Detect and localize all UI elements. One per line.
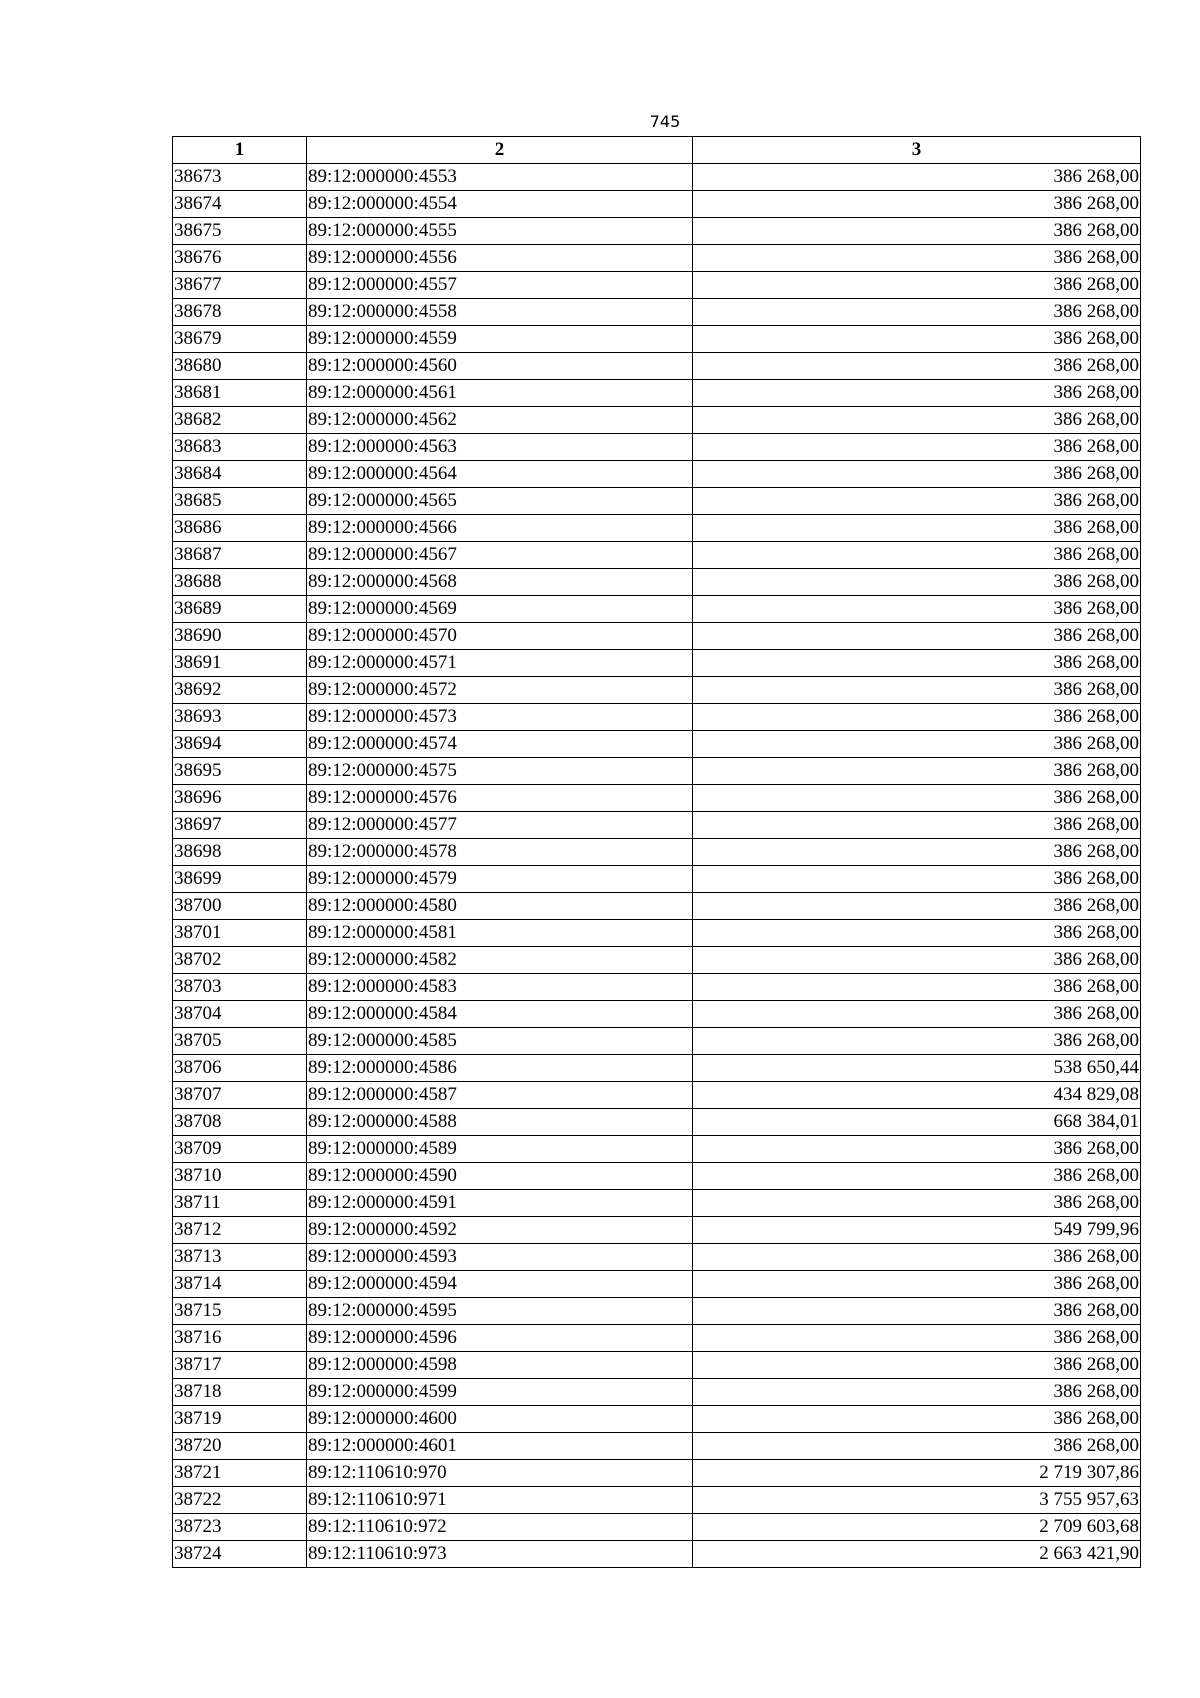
value-cell: 386 268,00	[693, 1379, 1141, 1406]
row-number-cell: 38710	[173, 1163, 307, 1190]
cadastral-number-cell: 89:12:000000:4594	[307, 1271, 693, 1298]
row-number-cell: 38720	[173, 1433, 307, 1460]
row-number-cell: 38717	[173, 1352, 307, 1379]
table-row	[173, 1352, 1141, 1379]
row-number-cell: 38677	[173, 272, 307, 299]
row-number-cell: 38690	[173, 623, 307, 650]
row-number-cell: 38689	[173, 596, 307, 623]
value-cell: 2 663 421,90	[693, 1541, 1141, 1568]
table-row	[173, 596, 1141, 623]
value-cell: 668 384,01	[693, 1109, 1141, 1136]
cadastral-number-cell: 89:12:000000:4555	[307, 218, 693, 245]
table-row	[173, 542, 1141, 569]
value-cell: 386 268,00	[693, 434, 1141, 461]
value-cell: 386 268,00	[693, 677, 1141, 704]
row-number-cell: 38706	[173, 1055, 307, 1082]
row-number-cell: 38675	[173, 218, 307, 245]
value-cell: 386 268,00	[693, 1190, 1141, 1217]
cadastral-number-cell: 89:12:110610:972	[307, 1514, 693, 1541]
value-cell: 386 268,00	[693, 812, 1141, 839]
value-cell: 386 268,00	[693, 218, 1141, 245]
row-number-cell: 38681	[173, 380, 307, 407]
row-number-cell: 38704	[173, 1001, 307, 1028]
row-number-cell: 38708	[173, 1109, 307, 1136]
table-row	[173, 1082, 1141, 1109]
value-cell: 386 268,00	[693, 353, 1141, 380]
cadastral-number-cell: 89:12:000000:4573	[307, 704, 693, 731]
table-row	[173, 245, 1141, 272]
row-number-cell: 38718	[173, 1379, 307, 1406]
cadastral-number-cell: 89:12:000000:4591	[307, 1190, 693, 1217]
cadastral-number-cell: 89:12:000000:4575	[307, 758, 693, 785]
cadastral-number-cell: 89:12:000000:4590	[307, 1163, 693, 1190]
cadastral-number-cell: 89:12:110610:970	[307, 1460, 693, 1487]
row-number-cell: 38701	[173, 920, 307, 947]
row-number-cell: 38700	[173, 893, 307, 920]
cadastral-number-cell: 89:12:000000:4563	[307, 434, 693, 461]
table-row	[173, 1217, 1141, 1244]
row-number-cell: 38724	[173, 1541, 307, 1568]
table-row	[173, 1406, 1141, 1433]
row-number-cell: 38683	[173, 434, 307, 461]
value-cell: 386 268,00	[693, 407, 1141, 434]
cadastral-number-cell: 89:12:000000:4553	[307, 164, 693, 191]
row-number-cell: 38691	[173, 650, 307, 677]
row-number-cell: 38696	[173, 785, 307, 812]
table-row	[173, 677, 1141, 704]
table-row	[173, 1541, 1141, 1568]
row-number-cell: 38702	[173, 947, 307, 974]
cadastral-number-cell: 89:12:000000:4577	[307, 812, 693, 839]
table-row	[173, 623, 1141, 650]
table-row	[173, 488, 1141, 515]
table-row	[173, 731, 1141, 758]
table-row	[173, 893, 1141, 920]
table-row	[173, 299, 1141, 326]
cadastral-number-cell: 89:12:000000:4593	[307, 1244, 693, 1271]
table-row	[173, 1109, 1141, 1136]
value-cell: 386 268,00	[693, 1163, 1141, 1190]
cadastral-number-cell: 89:12:000000:4584	[307, 1001, 693, 1028]
table-row	[173, 1244, 1141, 1271]
table-row	[173, 704, 1141, 731]
cadastral-number-cell: 89:12:000000:4596	[307, 1325, 693, 1352]
value-cell: 386 268,00	[693, 920, 1141, 947]
cadastral-number-cell: 89:12:000000:4568	[307, 569, 693, 596]
value-cell: 386 268,00	[693, 1271, 1141, 1298]
value-cell: 386 268,00	[693, 326, 1141, 353]
cadastral-number-cell: 89:12:000000:4576	[307, 785, 693, 812]
table-row	[173, 650, 1141, 677]
value-cell: 386 268,00	[693, 569, 1141, 596]
column-header-2: 2	[307, 137, 693, 164]
value-cell: 2 709 603,68	[693, 1514, 1141, 1541]
cadastral-number-cell: 89:12:000000:4570	[307, 623, 693, 650]
row-number-cell: 38676	[173, 245, 307, 272]
row-number-cell: 38715	[173, 1298, 307, 1325]
table-row	[173, 461, 1141, 488]
row-number-cell: 38719	[173, 1406, 307, 1433]
cadastral-number-cell: 89:12:000000:4582	[307, 947, 693, 974]
table-row	[173, 1136, 1141, 1163]
value-cell: 386 268,00	[693, 245, 1141, 272]
row-number-cell: 38709	[173, 1136, 307, 1163]
value-cell: 386 268,00	[693, 1352, 1141, 1379]
cadastral-number-cell: 89:12:000000:4595	[307, 1298, 693, 1325]
cadastral-number-cell: 89:12:000000:4580	[307, 893, 693, 920]
value-cell: 386 268,00	[693, 866, 1141, 893]
table-row	[173, 1433, 1141, 1460]
table-row	[173, 1379, 1141, 1406]
value-cell: 386 268,00	[693, 947, 1141, 974]
table-row	[173, 1163, 1141, 1190]
value-cell: 386 268,00	[693, 272, 1141, 299]
cadastral-number-cell: 89:12:000000:4557	[307, 272, 693, 299]
table-row	[173, 1271, 1141, 1298]
table-row	[173, 434, 1141, 461]
cadastral-number-cell: 89:12:000000:4569	[307, 596, 693, 623]
value-cell: 386 268,00	[693, 596, 1141, 623]
row-number-cell: 38673	[173, 164, 307, 191]
table-row	[173, 1460, 1141, 1487]
row-number-cell: 38705	[173, 1028, 307, 1055]
row-number-cell: 38692	[173, 677, 307, 704]
value-cell: 386 268,00	[693, 1325, 1141, 1352]
table-row	[173, 1028, 1141, 1055]
value-cell: 3 755 957,63	[693, 1487, 1141, 1514]
value-cell: 386 268,00	[693, 785, 1141, 812]
table-row	[173, 191, 1141, 218]
cadastral-number-cell: 89:12:000000:4592	[307, 1217, 693, 1244]
cadastral-number-cell: 89:12:000000:4581	[307, 920, 693, 947]
row-number-cell: 38674	[173, 191, 307, 218]
table-row	[173, 1325, 1141, 1352]
table-row	[173, 164, 1141, 191]
row-number-cell: 38682	[173, 407, 307, 434]
value-cell: 386 268,00	[693, 1028, 1141, 1055]
value-cell: 434 829,08	[693, 1082, 1141, 1109]
value-cell: 386 268,00	[693, 164, 1141, 191]
cadastral-number-cell: 89:12:000000:4586	[307, 1055, 693, 1082]
table-row	[173, 569, 1141, 596]
value-cell: 538 650,44	[693, 1055, 1141, 1082]
data-table	[172, 136, 1141, 1568]
value-cell: 386 268,00	[693, 758, 1141, 785]
row-number-cell: 38693	[173, 704, 307, 731]
row-number-cell: 38711	[173, 1190, 307, 1217]
table-row	[173, 839, 1141, 866]
row-number-cell: 38680	[173, 353, 307, 380]
cadastral-number-cell: 89:12:000000:4600	[307, 1406, 693, 1433]
table-row	[173, 920, 1141, 947]
value-cell: 386 268,00	[693, 704, 1141, 731]
table-row	[173, 218, 1141, 245]
row-number-cell: 38722	[173, 1487, 307, 1514]
row-number-cell: 38697	[173, 812, 307, 839]
value-cell: 386 268,00	[693, 893, 1141, 920]
table-row	[173, 272, 1141, 299]
row-number-cell: 38685	[173, 488, 307, 515]
page-number: 745	[649, 112, 681, 131]
cadastral-number-cell: 89:12:000000:4562	[307, 407, 693, 434]
cadastral-number-cell: 89:12:110610:971	[307, 1487, 693, 1514]
value-cell: 386 268,00	[693, 974, 1141, 1001]
cadastral-number-cell: 89:12:000000:4589	[307, 1136, 693, 1163]
cadastral-number-cell: 89:12:000000:4579	[307, 866, 693, 893]
value-cell: 386 268,00	[693, 299, 1141, 326]
cadastral-number-cell: 89:12:000000:4559	[307, 326, 693, 353]
value-cell: 386 268,00	[693, 488, 1141, 515]
cadastral-number-cell: 89:12:000000:4578	[307, 839, 693, 866]
value-cell: 386 268,00	[693, 1433, 1141, 1460]
row-number-cell: 38699	[173, 866, 307, 893]
cadastral-number-cell: 89:12:000000:4585	[307, 1028, 693, 1055]
row-number-cell: 38698	[173, 839, 307, 866]
column-header-1: 1	[173, 137, 307, 164]
table-row	[173, 326, 1141, 353]
cadastral-number-cell: 89:12:000000:4571	[307, 650, 693, 677]
value-cell: 386 268,00	[693, 1244, 1141, 1271]
row-number-cell: 38686	[173, 515, 307, 542]
value-cell: 386 268,00	[693, 515, 1141, 542]
row-number-cell: 38695	[173, 758, 307, 785]
cadastral-number-cell: 89:12:000000:4556	[307, 245, 693, 272]
table-row	[173, 785, 1141, 812]
table-row	[173, 1514, 1141, 1541]
table-row	[173, 1001, 1141, 1028]
row-number-cell: 38694	[173, 731, 307, 758]
cadastral-number-cell: 89:12:000000:4561	[307, 380, 693, 407]
cadastral-number-cell: 89:12:000000:4554	[307, 191, 693, 218]
table-row	[173, 1487, 1141, 1514]
table-row	[173, 1055, 1141, 1082]
value-cell: 386 268,00	[693, 839, 1141, 866]
cadastral-number-cell: 89:12:000000:4564	[307, 461, 693, 488]
value-cell: 386 268,00	[693, 380, 1141, 407]
value-cell: 386 268,00	[693, 1001, 1141, 1028]
value-cell: 386 268,00	[693, 1136, 1141, 1163]
row-number-cell: 38723	[173, 1514, 307, 1541]
table-header-row	[173, 137, 1141, 164]
cadastral-number-cell: 89:12:110610:973	[307, 1541, 693, 1568]
cadastral-number-cell: 89:12:000000:4588	[307, 1109, 693, 1136]
value-cell: 386 268,00	[693, 650, 1141, 677]
table-row	[173, 515, 1141, 542]
table-body	[173, 164, 1141, 1568]
table-row	[173, 812, 1141, 839]
row-number-cell: 38688	[173, 569, 307, 596]
table-row	[173, 866, 1141, 893]
table-row	[173, 407, 1141, 434]
row-number-cell: 38703	[173, 974, 307, 1001]
table-row	[173, 974, 1141, 1001]
row-number-cell: 38687	[173, 542, 307, 569]
value-cell: 386 268,00	[693, 1298, 1141, 1325]
value-cell: 386 268,00	[693, 461, 1141, 488]
row-number-cell: 38679	[173, 326, 307, 353]
value-cell: 549 799,96	[693, 1217, 1141, 1244]
cadastral-number-cell: 89:12:000000:4574	[307, 731, 693, 758]
value-cell: 386 268,00	[693, 731, 1141, 758]
row-number-cell: 38714	[173, 1271, 307, 1298]
table-row	[173, 380, 1141, 407]
row-number-cell: 38721	[173, 1460, 307, 1487]
row-number-cell: 38684	[173, 461, 307, 488]
row-number-cell: 38707	[173, 1082, 307, 1109]
cadastral-number-cell: 89:12:000000:4572	[307, 677, 693, 704]
column-header-3: 3	[693, 137, 1141, 164]
row-number-cell: 38678	[173, 299, 307, 326]
value-cell: 386 268,00	[693, 191, 1141, 218]
row-number-cell: 38713	[173, 1244, 307, 1271]
cadastral-number-cell: 89:12:000000:4560	[307, 353, 693, 380]
cadastral-number-cell: 89:12:000000:4587	[307, 1082, 693, 1109]
value-cell: 386 268,00	[693, 542, 1141, 569]
value-cell: 2 719 307,86	[693, 1460, 1141, 1487]
cadastral-number-cell: 89:12:000000:4598	[307, 1352, 693, 1379]
cadastral-number-cell: 89:12:000000:4601	[307, 1433, 693, 1460]
cadastral-number-cell: 89:12:000000:4583	[307, 974, 693, 1001]
cadastral-number-cell: 89:12:000000:4567	[307, 542, 693, 569]
table-row	[173, 1190, 1141, 1217]
table-row	[173, 947, 1141, 974]
table-row	[173, 758, 1141, 785]
row-number-cell: 38712	[173, 1217, 307, 1244]
cadastral-number-cell: 89:12:000000:4565	[307, 488, 693, 515]
cadastral-number-cell: 89:12:000000:4599	[307, 1379, 693, 1406]
cadastral-number-cell: 89:12:000000:4566	[307, 515, 693, 542]
cadastral-number-cell: 89:12:000000:4558	[307, 299, 693, 326]
table-row	[173, 353, 1141, 380]
value-cell: 386 268,00	[693, 623, 1141, 650]
value-cell: 386 268,00	[693, 1406, 1141, 1433]
table-row	[173, 1298, 1141, 1325]
row-number-cell: 38716	[173, 1325, 307, 1352]
